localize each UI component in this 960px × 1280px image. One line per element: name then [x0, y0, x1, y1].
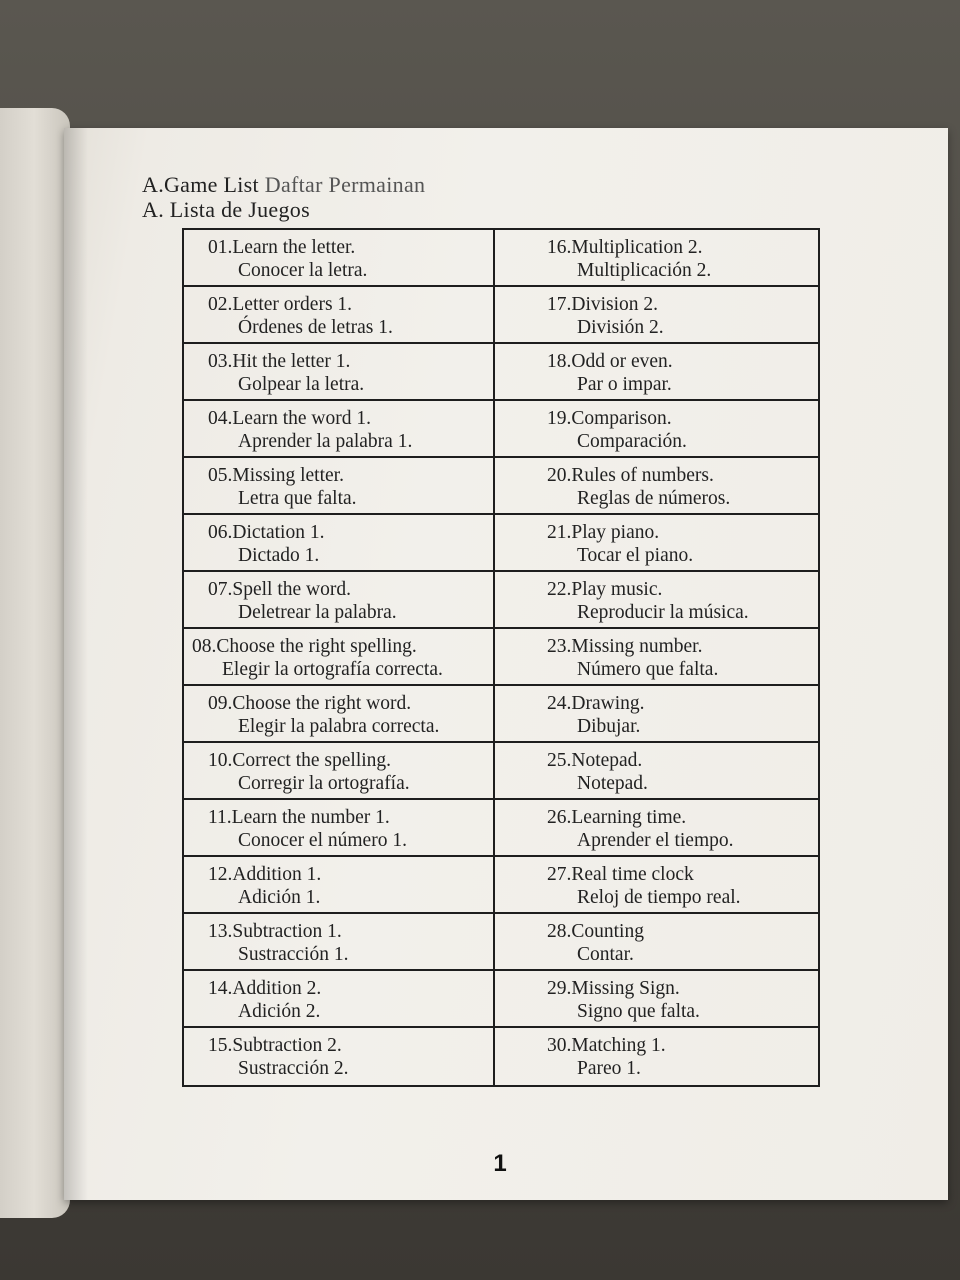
- game-name-en: 27.Real time clock: [547, 864, 694, 885]
- game-name-es: Elegir la palabra correcta.: [238, 716, 440, 737]
- game-cell: [495, 572, 818, 629]
- title-indonesian: Daftar Permainan: [264, 172, 426, 197]
- game-name-en: 16.Multiplication 2.: [547, 237, 703, 258]
- game-name-en: 07.Spell the word.: [208, 579, 351, 600]
- game-name-en: 29.Missing Sign.: [547, 978, 680, 999]
- game-cell: [495, 287, 818, 344]
- game-name-es: División 2.: [577, 317, 664, 338]
- left-page-edge: [0, 108, 70, 1218]
- game-name-en: 17.Division 2.: [547, 294, 659, 315]
- game-name-en: 25.Notepad.: [547, 750, 643, 771]
- game-name-es: Órdenes de letras 1.: [238, 317, 393, 338]
- game-name-es: Reloj de tiempo real.: [577, 887, 741, 908]
- game-name-es: Notepad.: [577, 773, 648, 794]
- game-name-en: 11.Learn the number 1.: [208, 807, 390, 828]
- game-name-es: Dibujar.: [577, 716, 641, 737]
- game-name-en: 08.Choose the right spelling.: [192, 636, 417, 657]
- game-name-es: Pareo 1.: [577, 1058, 641, 1079]
- game-cell: [495, 686, 818, 743]
- game-cell: [184, 515, 495, 572]
- game-name-en: 15.Subtraction 2.: [208, 1035, 342, 1056]
- game-name-es: Contar.: [577, 944, 634, 965]
- game-name-es: Corregir la ortografía.: [238, 773, 410, 794]
- game-name-es: Signo que falta.: [577, 1001, 700, 1022]
- game-name-es: Conocer la letra.: [238, 260, 368, 281]
- game-cell: [495, 458, 818, 515]
- game-name-en: 01.Learn the letter.: [208, 237, 356, 258]
- game-name-en: 03.Hit the letter 1.: [208, 351, 351, 372]
- game-name-en: 18.Odd or even.: [547, 351, 673, 372]
- game-cell: [495, 857, 818, 914]
- game-cell: [495, 800, 818, 857]
- game-cell: [184, 401, 495, 458]
- game-name-en: 21.Play piano.: [547, 522, 660, 543]
- game-name-es: Comparación.: [577, 431, 687, 452]
- game-name-es: Conocer el número 1.: [238, 830, 407, 851]
- game-cell: [495, 743, 818, 800]
- game-cell: [184, 971, 495, 1028]
- game-name-es: Aprender el tiempo.: [577, 830, 734, 851]
- game-cell: [495, 401, 818, 458]
- game-name-en: 19.Comparison.: [547, 408, 672, 429]
- game-name-en: 24.Drawing.: [547, 693, 645, 714]
- game-name-en: 14.Addition 2.: [208, 978, 322, 999]
- title-english: A.Game List: [142, 172, 259, 197]
- game-name-es: Elegir la ortografía correcta.: [222, 659, 443, 680]
- game-cell: [184, 800, 495, 857]
- game-cell: [184, 857, 495, 914]
- game-cell: [184, 572, 495, 629]
- game-cell: [495, 914, 818, 971]
- game-name-es: Adición 1.: [238, 887, 321, 908]
- game-name-en: 30.Matching 1.: [547, 1035, 666, 1056]
- game-name-en: 02.Letter orders 1.: [208, 294, 353, 315]
- page-title: [142, 172, 425, 198]
- game-cell: [184, 458, 495, 515]
- page-subtitle: A. Lista de Juegos: [142, 197, 310, 222]
- game-name-en: 22.Play music.: [547, 579, 663, 600]
- game-cell: [495, 971, 818, 1028]
- game-cell: [495, 230, 818, 287]
- game-cell: [184, 743, 495, 800]
- game-name-en: 20.Rules of numbers.: [547, 465, 714, 486]
- spine-shadow: [64, 128, 88, 1200]
- game-name-es: Reproducir la música.: [577, 602, 749, 623]
- game-name-en: 09.Choose the right word.: [208, 693, 412, 714]
- game-name-en: 04.Learn the word 1.: [208, 408, 371, 429]
- game-name-es: Tocar el piano.: [577, 545, 694, 566]
- game-name-es: Reglas de números.: [577, 488, 731, 509]
- game-cell: [495, 629, 818, 686]
- manual-page: [64, 128, 948, 1200]
- game-cell: [495, 515, 818, 572]
- game-name-es: Adición 2.: [238, 1001, 321, 1022]
- game-name-en: 06.Dictation 1.: [208, 522, 325, 543]
- game-name-en: 12.Addition 1.: [208, 864, 322, 885]
- game-name-es: Sustracción 1.: [238, 944, 349, 965]
- game-name-es: Letra que falta.: [238, 488, 357, 509]
- game-cell: [495, 344, 818, 401]
- game-name-en: 26.Learning time.: [547, 807, 687, 828]
- game-name-es: Dictado 1.: [238, 545, 320, 566]
- game-name-es: Par o impar.: [577, 374, 672, 395]
- page-number: 1: [493, 1150, 507, 1177]
- game-name-en: 28.Counting: [547, 921, 644, 942]
- game-name-es: Multiplicación 2.: [577, 260, 712, 281]
- game-name-en: 23.Missing number.: [547, 636, 703, 657]
- game-name-en: 13.Subtraction 1.: [208, 921, 342, 942]
- game-name-es: Golpear la letra.: [238, 374, 365, 395]
- game-name-es: Número que falta.: [577, 659, 719, 680]
- game-name-en: 05.Missing letter.: [208, 465, 344, 486]
- game-name-es: Deletrear la palabra.: [238, 602, 397, 623]
- game-cell: [184, 344, 495, 401]
- game-name-en: 10.Correct the spelling.: [208, 750, 392, 771]
- game-cell: [495, 1028, 818, 1085]
- game-name-es: Sustracción 2.: [238, 1058, 349, 1079]
- game-cell: [184, 686, 495, 743]
- game-cell: [184, 1028, 495, 1085]
- game-cell: [184, 230, 495, 287]
- game-cell: [184, 629, 495, 686]
- game-list-table: [182, 228, 820, 1087]
- game-name-es: Aprender la palabra 1.: [238, 431, 413, 452]
- game-cell: [184, 914, 495, 971]
- game-cell: [184, 287, 495, 344]
